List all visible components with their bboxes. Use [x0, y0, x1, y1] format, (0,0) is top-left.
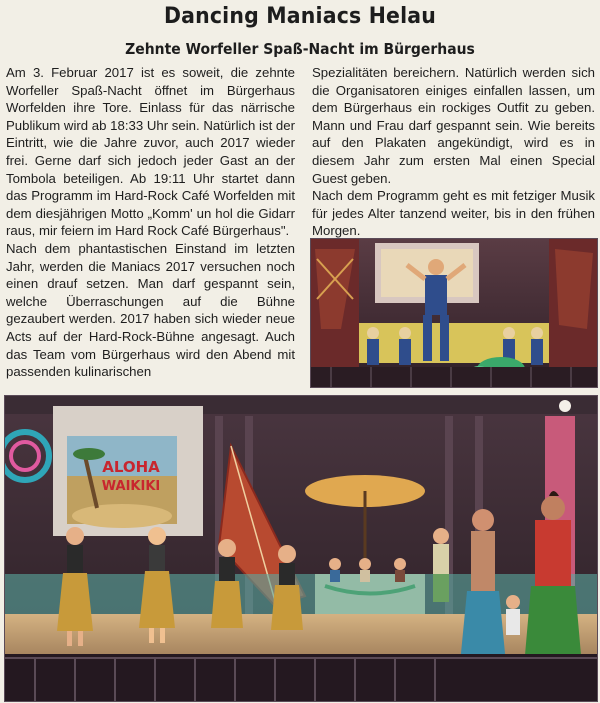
photo-hula-dancers [4, 395, 598, 702]
article-column-left [6, 64, 295, 381]
photo-stage-performers [310, 238, 598, 388]
banner-line1: ALOHA [102, 458, 160, 476]
paragraph: Spezialitäten bereichern. Natürlich werden sich die Organisatoren einiges einfallen lassen, um dem Bürgerhaus ein rockiges Outfit zu geben. Mann und Frau darf gespannt sein. Wie bereits auf den Plakaten angekündigt, wird es in diesem Jahr zum ersten Mal einen Special Guest geben. [312, 65, 595, 186]
paragraph: Nach dem phantastischen Einstand im letzten Jahr, werden die Maniacs 2017 versuchen noch einen drauf setzen. Man darf gespannt sein, welche Überraschungen auf die Bühne gezaubert werden. 2017 haben sich wieder neue Acts auf der Hard-Rock-Bühne angesagt. Auch das Team vom Bürgerhaus wird den Abend mit passenden kulinarischen [6, 240, 295, 380]
photo-hula-dancers-image [5, 396, 597, 701]
headline: Dancing Maniacs Helau [163, 4, 437, 29]
paragraph: Am 3. Februar 2017 ist es soweit, die zehnte Worfeller Spaß-Nacht öffnet im Bürgerhaus Worfelden ihre Tore. Einlass für das närrische Publikum wird ab 18:33 Uhr sein. Natürlich ist der Eintritt, wie die Jahre zuvor, auch 2017 wieder frei. Gerne darf sich jedoch jeder Gast an der Tombola beteiligen. Ab 19:11 Uhr startet dann das Programm im Hard-Rock Café Worfelden mit dem diesjährigen Motto „Komm' un hol die Gidarr raus, mir feiern im Hard Rock Café Bürgerhaus". [6, 65, 295, 239]
banner-line2: WAIKIKI [101, 479, 161, 494]
photo-stage-performers-image [311, 239, 597, 387]
article-column-right [312, 64, 595, 240]
paragraph: Nach dem Programm geht es mit fetziger Musik für jedes Alter tanzend weiter, bis in den frühen Morgen. [312, 188, 595, 239]
subheadline: Zehnte Worfeller Spaß-Nacht im Bürgerhaus [125, 40, 475, 58]
